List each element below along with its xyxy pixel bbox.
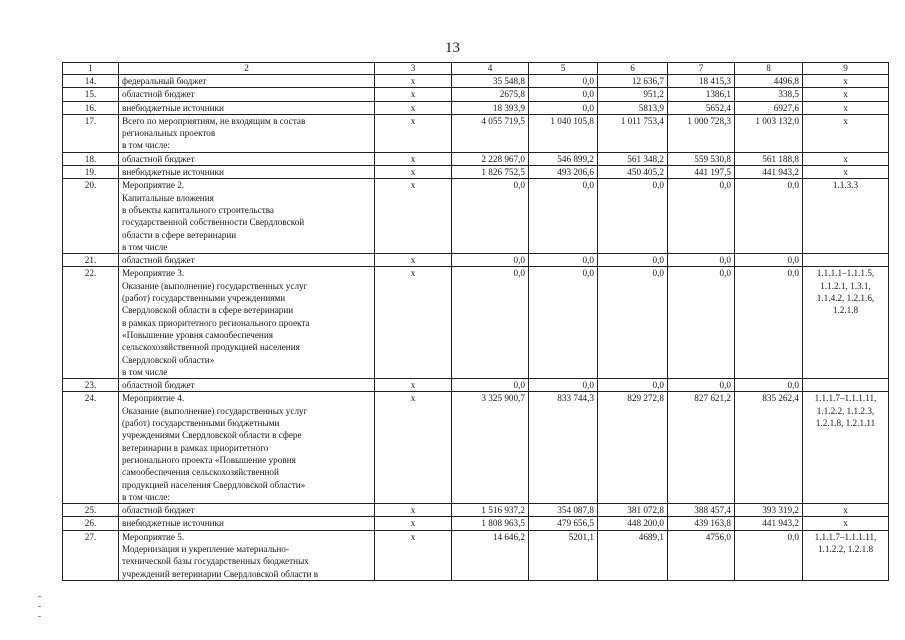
row-number-cell: 15. (63, 88, 119, 101)
value-cell: 479 656,5 (529, 517, 598, 530)
value-cell: 0,0 (598, 379, 668, 392)
row-name-line: продукцией населения Свердловской области» (122, 479, 306, 490)
value-cell: 0,0 (735, 254, 803, 267)
row-number-cell: 24. (63, 392, 119, 504)
reference-cell (803, 254, 889, 267)
reference-cell (803, 517, 889, 530)
reference-cell (803, 504, 889, 517)
scan-artifact (38, 616, 41, 617)
row-name-line: в том числе (122, 366, 168, 377)
reference-line: 1.1.4.2, 1.2.1.6, (816, 293, 875, 304)
reference-line: 1.1.1.1–1.1.1.5, (816, 268, 875, 279)
value-cell: 1 516 937,2 (452, 504, 529, 517)
value-cell: 338,5 (735, 88, 803, 101)
value-cell: 1 040 105,8 (529, 114, 598, 152)
value-cell: 6927,6 (735, 101, 803, 114)
row-name-cell (119, 166, 375, 179)
row-name-line: внебюджетные источники (122, 102, 224, 113)
budget-table (62, 62, 889, 581)
row-name-line: областной бюджет (122, 255, 195, 266)
value-cell: 0,0 (529, 179, 598, 254)
value-cell: 0,0 (598, 254, 668, 267)
value-cell: 0,0 (668, 379, 735, 392)
table-row (63, 88, 889, 101)
row-name-cell (119, 254, 375, 267)
table-row (63, 267, 889, 379)
reference-line: 1.1.1.7–1.1.1.11, (814, 531, 877, 542)
reference-cell (803, 75, 889, 88)
table-row (63, 530, 889, 580)
value-cell: 441 197,5 (668, 166, 735, 179)
header-cell: 7 (668, 63, 735, 75)
header-cell: 8 (735, 63, 803, 75)
reference-cell (803, 392, 889, 504)
row-name-line: Мероприятие 4. (122, 393, 185, 404)
table-row (63, 152, 889, 165)
value-cell: 561 188,8 (735, 152, 803, 165)
row-name-line: в объекты капитального строительства (122, 204, 275, 215)
reference-line: x (843, 102, 848, 113)
row-name-line: федеральный бюджет (122, 76, 207, 86)
row-name-line: Мероприятие 3. (122, 268, 185, 279)
row-number-cell: 21. (63, 254, 119, 267)
table-row (63, 254, 889, 267)
reference-cell (803, 379, 889, 392)
row-name-cell (119, 152, 375, 165)
value-cell: 35 548,8 (452, 75, 529, 88)
value-cell: 0,0 (529, 101, 598, 114)
row-name-line: технической базы государственных бюджетных (122, 556, 309, 567)
value-cell: 0,0 (452, 179, 529, 254)
reference-cell (803, 114, 889, 152)
column-3-cell: x (375, 379, 452, 392)
row-number-cell: 23. (63, 379, 119, 392)
row-name-line: областной бюджет (122, 89, 195, 100)
reference-line: x (843, 89, 848, 100)
reference-cell (803, 101, 889, 114)
header-cell: 2 (119, 63, 375, 75)
reference-line: 1.2.1.8, 1.2.1.11 (815, 418, 876, 429)
value-cell: 4 055 719,5 (452, 114, 529, 152)
reference-line: 1.1.2.2, 1.1.2.3, (816, 405, 875, 416)
row-name-line: внебюджетные источники (122, 518, 224, 529)
reference-line: x (843, 505, 848, 516)
value-cell: 1 003 132,0 (735, 114, 803, 152)
value-cell: 14 646,2 (452, 530, 529, 580)
value-cell: 493 206,6 (529, 166, 598, 179)
value-cell: 1 808 963,5 (452, 517, 529, 530)
value-cell: 439 163,8 (668, 517, 735, 530)
value-cell: 3 325 900,7 (452, 392, 529, 504)
value-cell: 1 011 753,4 (598, 114, 668, 152)
column-3-cell: x (375, 179, 452, 254)
value-cell: 559 530,8 (668, 152, 735, 165)
header-cell: 1 (63, 63, 119, 75)
row-name-line: государственной собственности Свердловской (122, 217, 305, 228)
value-cell: 0,0 (668, 267, 735, 379)
row-name-cell (119, 392, 375, 504)
reference-line: x (843, 115, 848, 126)
reference-line: 1.1.3.3 (832, 180, 859, 191)
scan-artifact (38, 596, 41, 597)
header-row (63, 63, 889, 75)
column-3-cell: x (375, 75, 452, 88)
row-name-line: в том числе (122, 241, 168, 252)
value-cell: 2 228 967,0 (452, 152, 529, 165)
value-cell: 827 621,2 (668, 392, 735, 504)
value-cell: 0,0 (452, 267, 529, 379)
table-row (63, 166, 889, 179)
row-name-line: Мероприятие 2. (122, 180, 185, 191)
header-cell: 9 (803, 63, 889, 75)
value-cell: 5652,4 (668, 101, 735, 114)
value-cell: 0,0 (452, 379, 529, 392)
reference-line: x (843, 518, 848, 529)
value-cell: 0,0 (735, 179, 803, 254)
row-name-line: сельскохозяйственной продукцией населения (122, 342, 300, 353)
reference-line: x (843, 76, 848, 86)
row-number-cell: 17. (63, 114, 119, 152)
column-3-cell: x (375, 152, 452, 165)
scan-artifact (38, 606, 41, 607)
column-3-cell: x (375, 114, 452, 152)
value-cell: 546 899,2 (529, 152, 598, 165)
value-cell: 1386,1 (668, 88, 735, 101)
value-cell: 4689,1 (598, 530, 668, 580)
row-name-cell (119, 75, 375, 88)
row-name-line: областной бюджет (122, 153, 195, 164)
row-number-cell: 14. (63, 75, 119, 88)
row-name-line: (работ) государственными бюджетными (122, 418, 280, 429)
row-name-line: самообеспечения сельскохозяйственной (122, 467, 279, 478)
reference-line: x (843, 153, 848, 164)
page-number: 13 (445, 40, 460, 56)
value-cell: 12 636,7 (598, 75, 668, 88)
row-name-cell (119, 101, 375, 114)
value-cell: 951,2 (598, 88, 668, 101)
value-cell: 5813,9 (598, 101, 668, 114)
row-name-cell (119, 379, 375, 392)
value-cell: 835 262,4 (735, 392, 803, 504)
row-name-line: учреждений ветеринарии Свердловской области в (122, 568, 319, 579)
row-name-line: регионального проекта «Повышение уровня (122, 454, 296, 465)
value-cell: 441 943,2 (735, 166, 803, 179)
row-name-line: Мероприятие 5. (122, 531, 185, 542)
value-cell: 0,0 (529, 88, 598, 101)
value-cell: 4756,0 (668, 530, 735, 580)
row-name-cell (119, 530, 375, 580)
row-name-cell (119, 179, 375, 254)
value-cell: 0,0 (735, 530, 803, 580)
value-cell: 5201,1 (529, 530, 598, 580)
column-3-cell: x (375, 88, 452, 101)
row-number-cell: 22. (63, 267, 119, 379)
row-name-line: Свердловской области» (122, 354, 215, 365)
reference-line: 1.2.1.8 (832, 305, 859, 316)
value-cell: 354 087,8 (529, 504, 598, 517)
reference-line: 1.1.2.2, 1.2.1.8 (817, 543, 874, 554)
column-3-cell: x (375, 504, 452, 517)
row-name-line: учреждениями Свердловской области в сфере (122, 430, 302, 441)
reference-cell (803, 152, 889, 165)
row-name-line: внебюджетные источники (122, 167, 224, 178)
reference-cell (803, 267, 889, 379)
value-cell: 833 744,3 (529, 392, 598, 504)
value-cell: 0,0 (735, 379, 803, 392)
column-3-cell: x (375, 166, 452, 179)
reference-line: 1.1.1.7–1.1.1.11, (814, 393, 877, 404)
row-number-cell: 16. (63, 101, 119, 114)
row-name-line: Капитальные вложения (122, 192, 214, 203)
row-name-cell (119, 88, 375, 101)
table-row (63, 379, 889, 392)
table-body (63, 63, 889, 581)
table-row (63, 392, 889, 504)
value-cell: 0,0 (668, 179, 735, 254)
column-3-cell: x (375, 392, 452, 504)
column-3-cell: x (375, 101, 452, 114)
reference-line: x (843, 167, 848, 178)
table-row (63, 114, 889, 152)
reference-cell (803, 179, 889, 254)
value-cell: 0,0 (529, 379, 598, 392)
value-cell: 1 000 728,3 (668, 114, 735, 152)
row-name-cell (119, 517, 375, 530)
value-cell: 0,0 (598, 267, 668, 379)
row-number-cell: 27. (63, 530, 119, 580)
value-cell: 2675,8 (452, 88, 529, 101)
column-3-cell: x (375, 530, 452, 580)
value-cell: 450 405,2 (598, 166, 668, 179)
table-row (63, 504, 889, 517)
value-cell: 0,0 (598, 179, 668, 254)
value-cell: 0,0 (735, 267, 803, 379)
value-cell: 4496,8 (735, 75, 803, 88)
value-cell: 381 072,8 (598, 504, 668, 517)
value-cell: 448 200,0 (598, 517, 668, 530)
column-3-cell: x (375, 254, 452, 267)
row-name-line: в том числе: (122, 491, 170, 502)
row-name-line: ветеринарии в рамках приоритетного (122, 442, 269, 453)
row-name-line: областной бюджет (122, 505, 195, 516)
value-cell: 0,0 (668, 254, 735, 267)
row-number-cell: 26. (63, 517, 119, 530)
reference-cell (803, 88, 889, 101)
row-name-line: Модернизация и укрепление материально- (122, 543, 289, 554)
header-cell: 5 (529, 63, 598, 75)
row-name-cell (119, 114, 375, 152)
value-cell: 0,0 (452, 254, 529, 267)
row-name-cell (119, 267, 375, 379)
reference-cell (803, 166, 889, 179)
table-row (63, 517, 889, 530)
value-cell: 388 457,4 (668, 504, 735, 517)
value-cell: 18 393,9 (452, 101, 529, 114)
column-3-cell: x (375, 267, 452, 379)
table-row (63, 75, 889, 88)
value-cell: 0,0 (529, 75, 598, 88)
row-name-line: Оказание (выполнение) государственных услуг (122, 405, 308, 416)
header-cell: 3 (375, 63, 452, 75)
row-number-cell: 19. (63, 166, 119, 179)
row-name-line: Оказание (выполнение) государственных услуг (122, 280, 308, 291)
value-cell: 441 943,2 (735, 517, 803, 530)
reference-cell (803, 530, 889, 580)
row-name-line: областной бюджет (122, 380, 195, 391)
row-name-line: в том числе: (122, 140, 170, 151)
value-cell: 393 319,2 (735, 504, 803, 517)
row-name-line: (работ) государственными учреждениями (122, 293, 286, 304)
row-number-cell: 20. (63, 179, 119, 254)
header-cell: 4 (452, 63, 529, 75)
value-cell: 561 348,2 (598, 152, 668, 165)
row-name-line: региональных проектов (122, 128, 216, 139)
table-row (63, 101, 889, 114)
row-number-cell: 25. (63, 504, 119, 517)
row-number-cell: 18. (63, 152, 119, 165)
row-name-line: «Повышение уровня самообеспечения (122, 329, 273, 340)
value-cell: 0,0 (529, 267, 598, 379)
row-name-line: в рамках приоритетного регионального проекта (122, 317, 310, 328)
reference-line: 1.1.2.1, 1.3.1, (820, 280, 871, 291)
value-cell: 18 415,3 (668, 75, 735, 88)
row-name-line: Свердловской области в сфере ветеринарии (122, 305, 294, 316)
table-row (63, 179, 889, 254)
header-cell: 6 (598, 63, 668, 75)
value-cell: 829 272,8 (598, 392, 668, 504)
column-3-cell: x (375, 517, 452, 530)
row-name-line: Всего по мероприятиям, не входящим в состав (122, 115, 306, 126)
row-name-line: области в сфере ветеринарии (122, 229, 237, 240)
value-cell: 0,0 (529, 254, 598, 267)
row-name-cell (119, 504, 375, 517)
value-cell: 1 826 752,5 (452, 166, 529, 179)
